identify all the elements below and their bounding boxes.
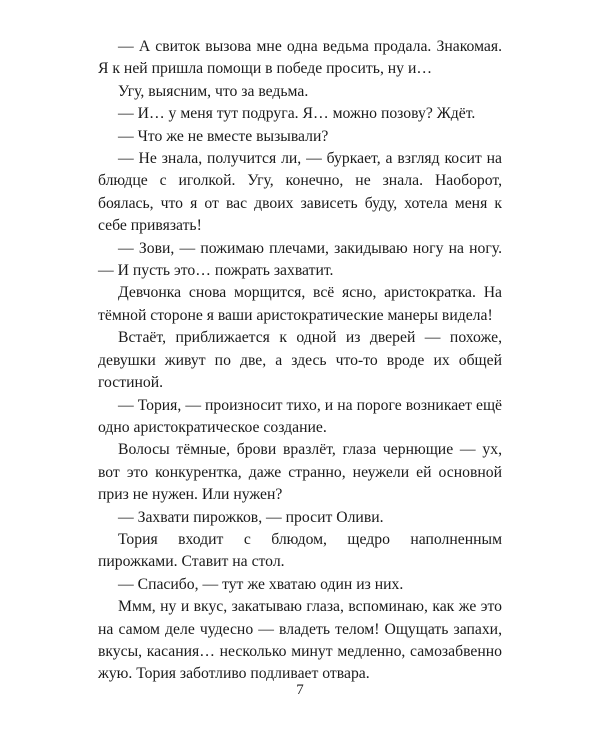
- paragraph: Угу, выясним, что за ведьма.: [118, 82, 309, 100]
- paragraph: — Что же не вместе вызывали?: [118, 127, 329, 145]
- paragraph: Тория входит с блюдом, щедро наполненным пирожками. Ставит на стол.: [98, 530, 502, 571]
- paragraph: — Спасибо, — тут же хватаю один из них.: [118, 575, 404, 593]
- paragraph: Девчонка снова морщится, всё ясно, аристократка. На тёмной стороне я ваши аристократические манеры видела!: [98, 284, 502, 324]
- paragraph: Ммм, ну и вкус, закатываю глаза, вспоминаю, как же это на самом деле чудесно — владеть телом! Ощущать запахи, вкусы, касания… несколько минут медленно, самозабвенно жую. Тория заботливо подливает отвара.: [98, 598, 502, 683]
- paragraph: — Захвати пирожков, — просит Оливи.: [118, 508, 384, 526]
- paragraph: — И… у меня тут подруга. Я… можно позову? Ждёт.: [118, 105, 476, 123]
- paragraph: Волосы тёмные, брови вразлёт, глаза чернющие — ух, вот это конкурентка, даже странно, неужели ей основной приз не нужен. Или нужен?: [98, 441, 502, 504]
- paragraph: — Тория, — произносит тихо, и на пороге возникает ещё одно аристократическое создание.: [98, 396, 502, 436]
- paragraph: — Зови, — пожимаю плечами, закидываю ногу на ногу. — И пусть это… пожрать захватит.: [98, 239, 502, 280]
- paragraph: Встаёт, приближается к одной из дверей — похоже, девушки живут по две, а здесь что-то вроде их общей гостиной.: [98, 329, 502, 392]
- paragraph: — Не знала, получится ли, — буркает, а взгляд косит на блюдце с иголкой. Угу, конечно, не знала. Наоборот, боялась, что я от вас двоих зависеть буду, хотела меня к себе привязать!: [98, 150, 502, 235]
- paragraph: — А свиток вызова мне одна ведьма продала. Знакомая. Я к ней пришла помощи в победе просить, ну и…: [98, 38, 502, 78]
- page-number: 7: [296, 682, 304, 698]
- page-body-text: [98, 36, 502, 686]
